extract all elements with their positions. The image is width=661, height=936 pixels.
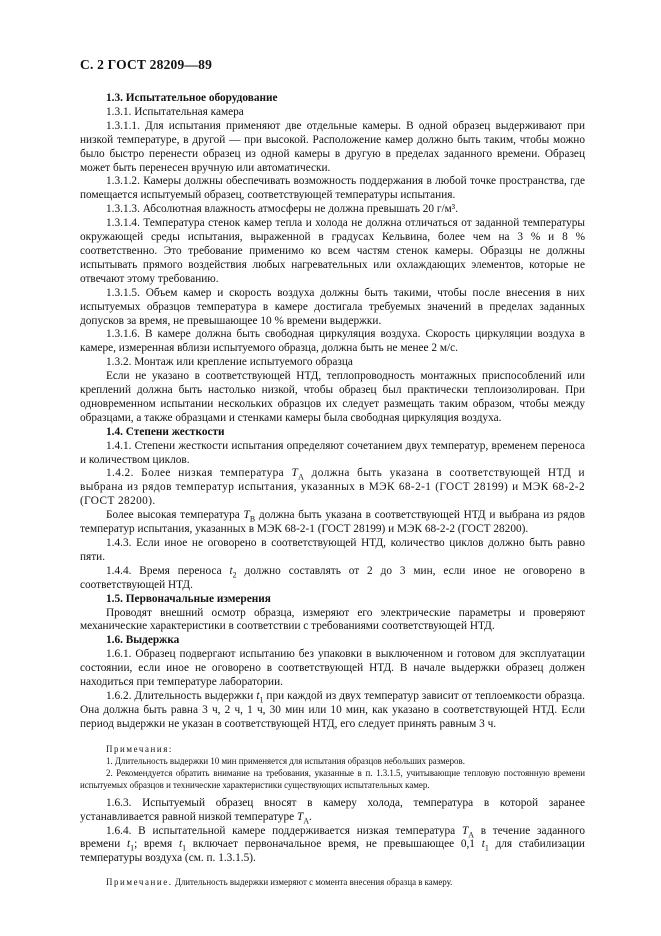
document-body (80, 92, 585, 888)
section-heading: 1.6. Выдержка (106, 634, 180, 647)
paragraph: 1.3.1.3. Абсолютная влажность атмосферы не должна превышать 20 г/м³. (106, 203, 459, 216)
paragraph: 1.3.1.2. Камеры должны обеспечивать возможность поддержания в любой точке пространства, где помещается испытуемый образец, соответствующей температуры испытания. (80, 175, 585, 202)
paragraph: Проводят внешний осмотр образца, измеряют его электрические параметры и проверяют механические характеристики в соответствии с требованиями соответствующей НТД. (80, 606, 585, 633)
note-item: 1. Длительность выдержки 10 мин применяется для испытания образцов небольших размеров. (106, 755, 465, 766)
section-heading: 1.4. Степени жесткости (106, 425, 225, 438)
paragraph: 1.3.1.4. Температура стенок камер тепла и холода не должна отличаться от заданной температуры окружающей среды испытания, выраженной в градусах Кельвина, более чем на 3 % и 8 % соответственно. Это требование применимо ко всем частям стенок камеры. Образцы не должны испытывать прямого воздействия любых нагревательных или охлаждающих элементов, которые не отвечают этому требованию. (80, 217, 585, 285)
page-header: С. 2 ГОСТ 28209—89 (80, 57, 213, 72)
section-heading: 1.5. Первоначальные измерения (106, 592, 271, 605)
paragraph: 1.3.2. Монтаж или крепление испытуемого образца (106, 356, 353, 369)
paragraph: 1.4.4. Время переноса $t_2$ должно составлять от 2 до 3 мин, если иное не оговорено в соответствующей НТД. (80, 564, 586, 591)
paragraph: 1.4.3. Если иное не оговорено в соответствующей НТД, количество циклов должно быть равно пяти. (80, 537, 585, 563)
paragraph: 1.3.1.5. Объем камер и скорость воздуха должны быть такими, чтобы после внесения в них испытуемых образцов температура в камере достигала требуемых значений в пределах заданных допусков за время, не превышающее 10 % времени выдержки. (80, 286, 585, 327)
paragraph: 1.6.2. Длительность выдержки $t_1$ при каждой из двух температур зависит от теплоемкости образца. Она должна быть равна 3 ч, 2 ч, 1 ч, 30 мин или 10 мин, как указано в соответствующей НТД. Если период выдержки не указан в соответствующей НТД, его следует принять равным 3 ч. (80, 689, 585, 730)
paragraph: 1.6.3. Испытуемый образец вносят в камеру холода, температура в которой заранее устанавливается равной низкой температуре $T_A$. (80, 796, 585, 825)
paragraph: Более высокая температура $T_B$ должна быть указана в соответствующей НТД и выбрана из рядов температур испытания, указанных в МЭК 68-2-1 (ГОСТ 28199) и МЭК 68-2-2 (ГОСТ 28200). (80, 509, 586, 536)
notes-title: Примечания: (106, 743, 173, 754)
paragraph: 1.6.1. Образец подвергают испытанию без упаковки в выключенном и готовом для эксплуатации состоянии, если иное не оговорено в соответствующей НТД. В начале выдержки образец должен находиться при температуре лаборатории. (80, 648, 585, 689)
paragraph: 1.3.1.6. В камере должна быть свободная циркуляция воздуха. Скорость циркуляции воздуха в камере, измеренная вблизи испытуемого образца, должна быть не менее 2 м/с. (80, 328, 585, 355)
final-note (80, 876, 585, 888)
paragraph: 1.4.2. Более низкая температура $T_A$ должна быть указана в соответствующей НТД и выбрана из рядов температур испытания, указанных в МЭК 68-2-1 (ГОСТ 28199) и МЭК 68-2-2 (ГОСТ 28200). (80, 467, 585, 508)
paragraph: 1.6.4. В испытательной камере поддерживается низкая температура $T_A$ в течение заданного времени $t_1$; время $t_1$ включает первоначальное время, не превышающее 0,1 $t_1$ для стабилизации температуры воздуха (см. п. 1.3.1.5). (80, 824, 585, 865)
paragraph: 1.4.1. Степени жесткости испытания определяют сочетанием двух температур, временем переноса и количеством циклов. (80, 439, 585, 466)
final-note-label: Примечание. (106, 877, 173, 888)
section-heading: 1.3. Испытательное оборудование (106, 92, 278, 104)
note-item: 2. Рекомендуется обратить внимание на требования, указанные в п. 1.3.1.5, учитывающие тепловую постоянную времени испытуемых образцов и технические характеристики существующих испытательных камер. (80, 767, 585, 790)
paragraph: 1.3.1.1. Для испытания применяют две отдельные камеры. В одной образец выдерживают при низкой температуре, в другой — при высокой. Расположение камер должно быть таким, чтобы можно было быстро перенести образец из одной камеры в другую в пределах заданного времени. Образец может быть перенесен вручную или автоматически. (80, 119, 585, 174)
paragraph: 1.3.1. Испытательная камера (106, 105, 244, 118)
notes-block (80, 743, 585, 791)
final-note-text: Длительность выдержки измеряют с момента внесения образца в камеру. (172, 877, 453, 888)
paragraph: Если не указано в соответствующей НТД, теплопроводность монтажных приспособлений или креплений должна быть настолько низкой, чтобы образец был практически теплоизолирован. При одновременном испытании нескольких образцов их следует размещать таким образом, чтобы между образцами, а также образцами и стенками камеры была свободная циркуляция воздуха. (80, 370, 585, 424)
